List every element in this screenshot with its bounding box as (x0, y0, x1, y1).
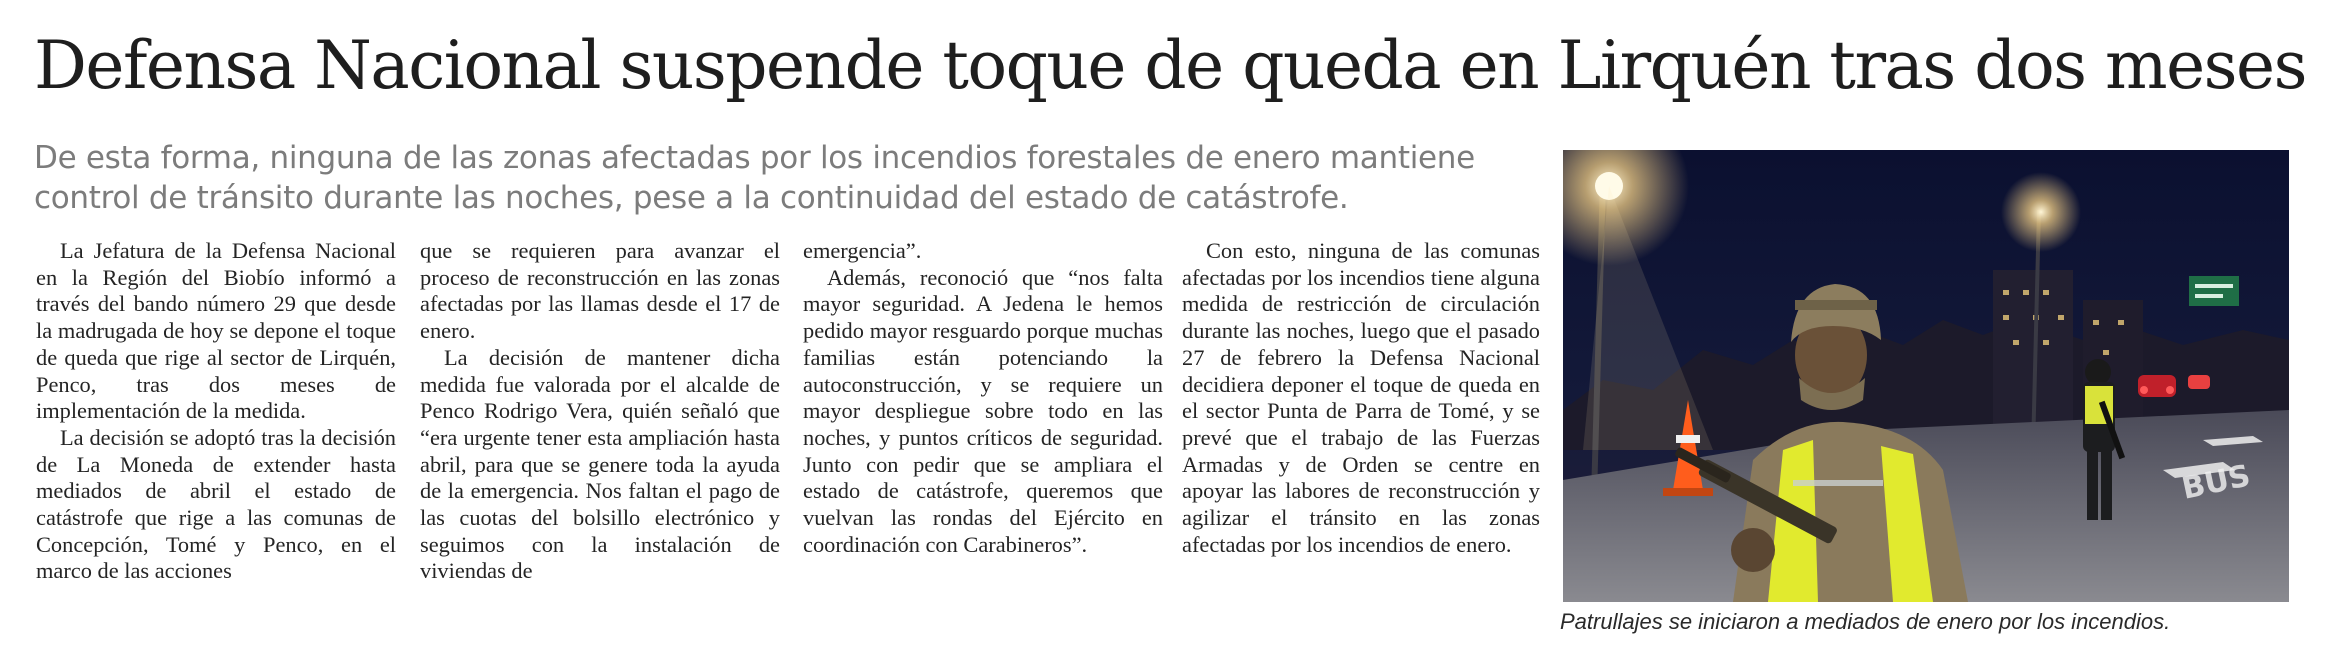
body-column-2 (420, 238, 780, 585)
photo-caption: Patrullajes se iniciaron a mediados de enero por los incendios. (1560, 609, 2171, 634)
paragraph: La decisión de mantener dicha medida fue valorada por el alcalde de Penco Rodrigo Vera, quién señaló que “era urgente tener esta ampliación hasta abril, para que se genere toda la ayuda de la emergencia. Nos faltan el pago de las cuotas del bolsillo electrónico y seguimos con la instalación de viviendas de (420, 344, 780, 584)
paragraph: La Jefatura de la Defensa Nacional en la Región del Biobío informó a través del bando número 29 que desde la madrugada de hoy se depone el toque de queda que rige al sector de Lirquén, Penco, tras dos meses de implementación de la medida. (36, 238, 396, 424)
body-column-3 (803, 238, 1163, 558)
paragraph-continued: emergencia”. (803, 238, 922, 263)
headline: Defensa Nacional suspende toque de queda en Lirquén tras dos meses (34, 27, 2306, 104)
deck (34, 138, 1534, 218)
body-column-4 (1182, 238, 1540, 558)
paragraph: Además, reconoció que “nos falta mayor seguridad. A Jedena le hemos pedido mayor resguardo porque muchas familias están potenciando la autoconstrucción, y se requiere un mayor despliegue sobre todo en las noches, y puntos críticos de seguridad. Junto con pedir que se ampliara el estado de catástrofe, queremos que vuelvan las rondas del Ejército en coordinación con Carabineros”. (803, 264, 1163, 557)
paragraph-continued: que se requieren para avanzar el proceso de reconstrucción en las zonas afectadas por las llamas desde el 17 de enero. (420, 238, 780, 344)
paragraph: La decisión se adoptó tras la decisión de La Moneda de extender hasta mediados de abril el estado de catástrofe que rige a las comunas de Concepción, Tomé y Penco, en el marco de las acciones (36, 424, 396, 584)
body-column-1 (36, 238, 396, 585)
deck-line: De esta forma, ninguna de las zonas afectadas por los incendios forestales de enero mantiene (34, 140, 1475, 176)
news-photo (1563, 150, 2289, 602)
paragraph: Con esto, ninguna de las comunas afectadas por los incendios tiene alguna medida de restricción de circulación durante las noches, luego que el pasado 27 de febrero la Defensa Nacional decidiera deponer el toque de queda en el sector Punta de Parra de Tomé, y se prevé que el trabajo de las Fuerzas Armadas y de Orden se centre en apoyar las labores de reconstrucción y agilizar el tránsito en las zonas afectadas por los incendios de enero. (1182, 238, 1540, 557)
deck-line: control de tránsito durante las noches, pese a la continuidad del estado de catástrofe. (34, 180, 1349, 216)
road-marking-text: BUS (2178, 458, 2254, 507)
night-patrol-illustration (1563, 150, 2289, 602)
